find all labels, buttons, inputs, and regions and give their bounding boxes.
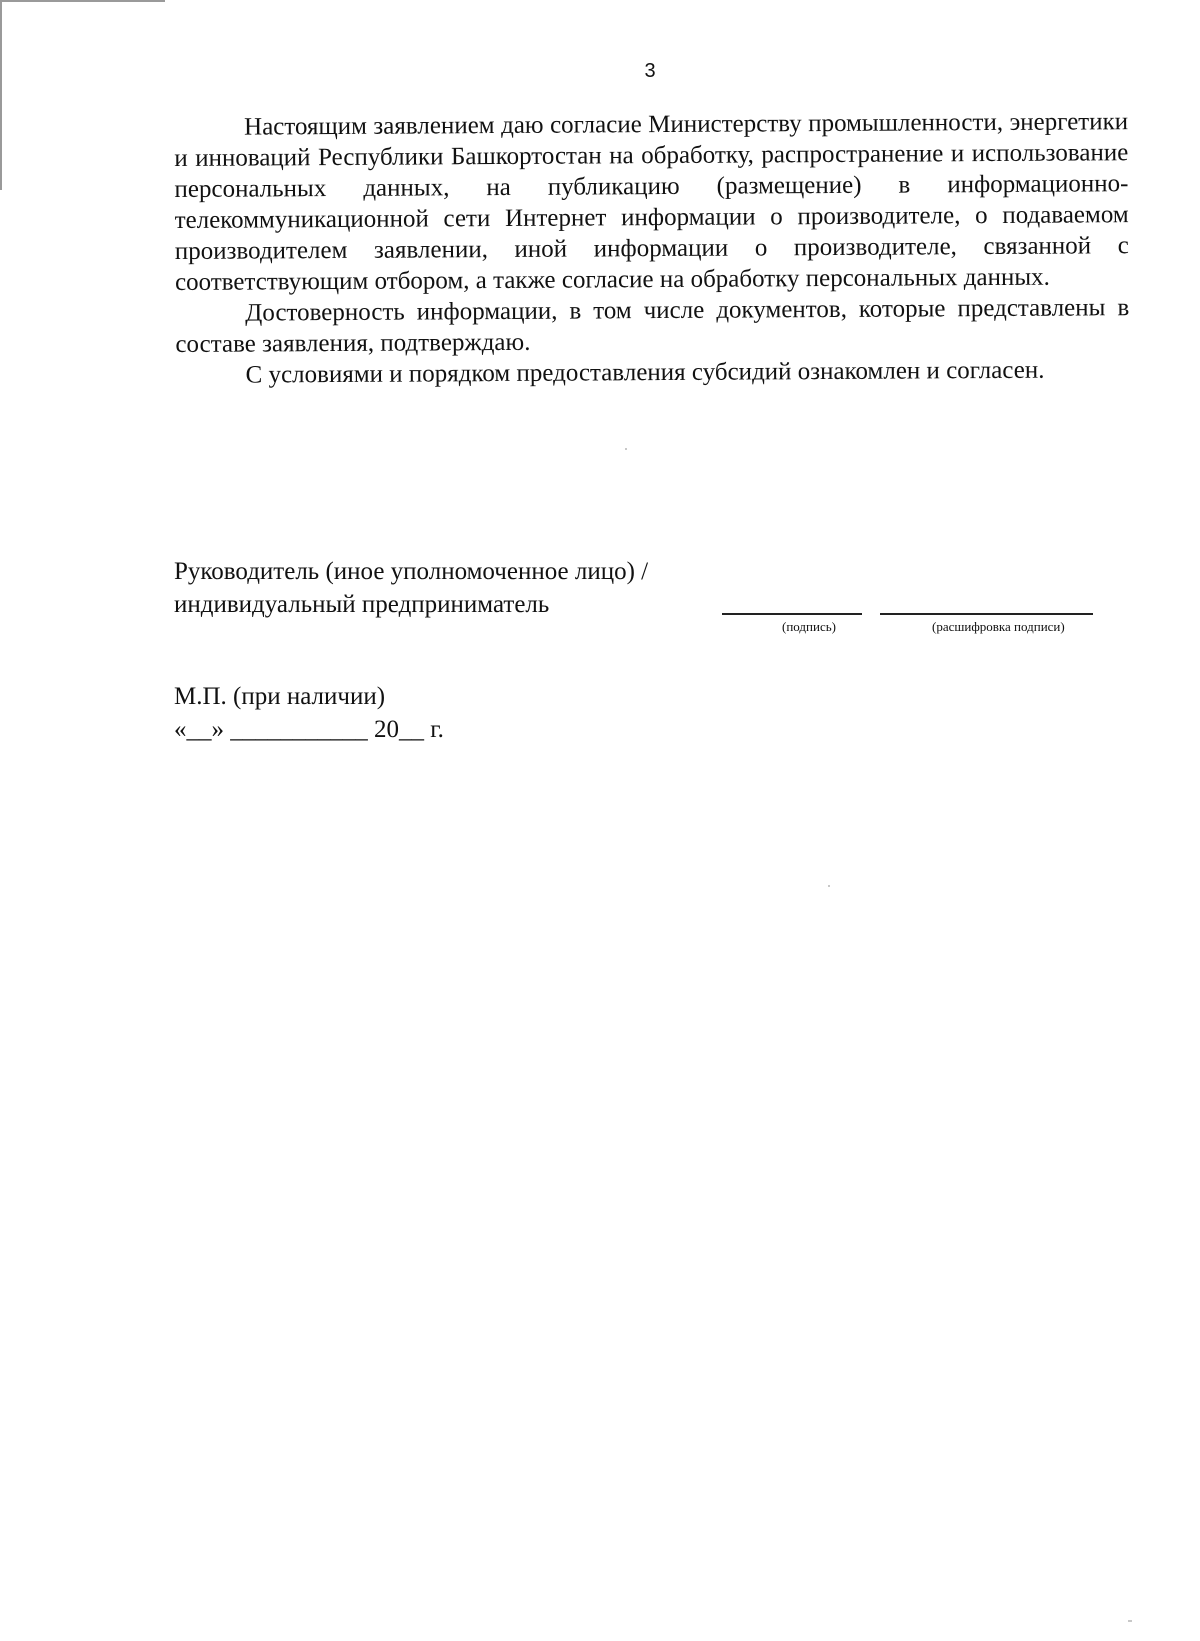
stamp-block: [174, 680, 444, 746]
signer-role-line-2: индивидуальный предприниматель: [174, 591, 550, 618]
scan-speck: [1128, 1620, 1132, 1622]
signer-role-line-1: Руководитель (иное уполномоченное лицо) /: [174, 558, 649, 585]
signature-decoding-caption: (расшифровка подписи): [932, 619, 1065, 634]
scan-edge-left: [0, 0, 2, 190]
scan-edge-top: [0, 0, 165, 2]
signature-field: [722, 613, 862, 615]
document-body: [174, 106, 1130, 391]
seal-line: М.П. (при наличии): [174, 683, 386, 710]
accuracy-paragraph: Достоверность информации, в том числе документов, которые представлены в составе заявления, подтверждаю.: [175, 294, 1130, 358]
date-line: «__» ___________ 20__ г.: [174, 716, 444, 743]
consent-paragraph: Настоящим заявлением даю согласие Министерству промышленности, энергетики и инноваций Республики Башкортостан на обработку, распространение и использование персональных данных, на публикацию (размещение) в информационно-телекоммуникационной сети Интернет информации о производителе, о подаваемом производителем заявлении, иной информации о производителе, связанной с соответствующим отбором, а также согласие на обработку персональных данных.: [174, 108, 1129, 296]
scan-speck: [828, 885, 830, 887]
signature-decoding-field: [880, 613, 1093, 615]
terms-paragraph: С условиями и порядком предоставления субсидий ознакомлен и согласен.: [245, 356, 1045, 389]
signature-block: [174, 555, 1128, 634]
signature-caption: (подпись): [782, 619, 836, 634]
scan-speck: [625, 448, 627, 450]
page-number: 3: [644, 60, 656, 82]
